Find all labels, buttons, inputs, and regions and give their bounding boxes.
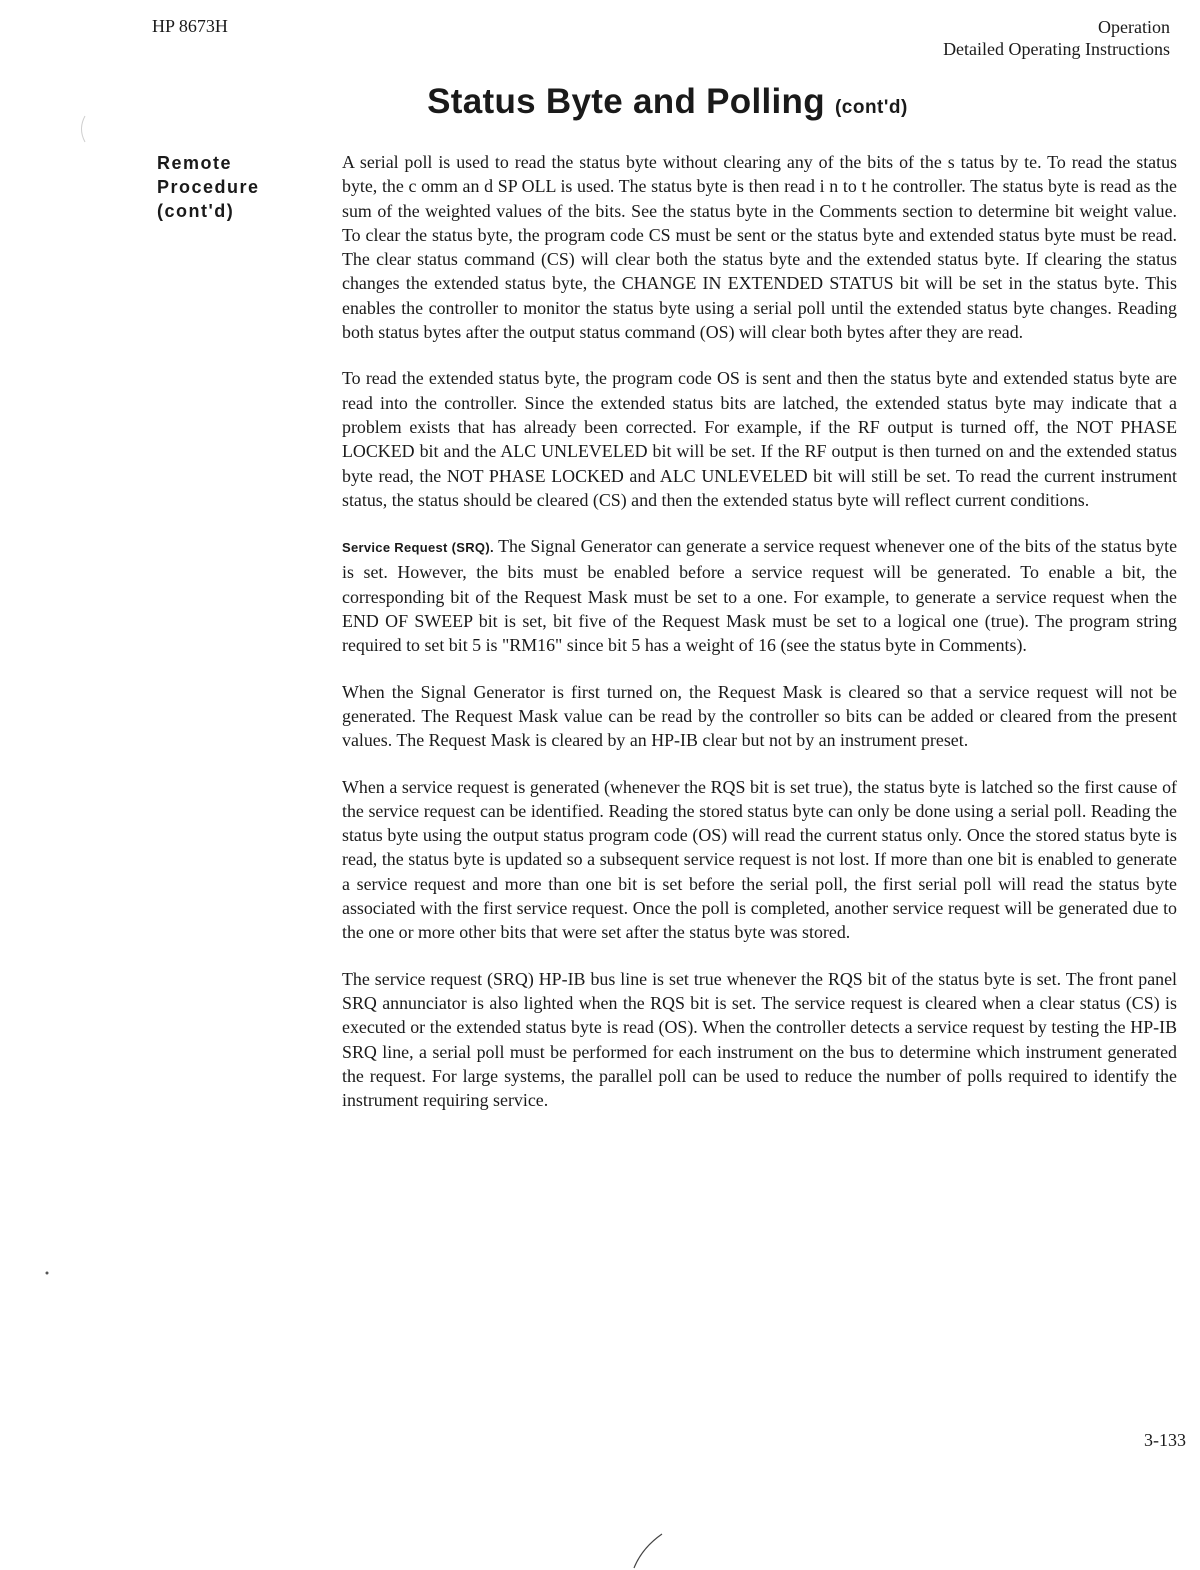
paragraph-srq-bus-line: The service request (SRQ) HP-IB bus line is set true whenever the RQS bit of the status byte is set. The front panel SRQ annunciator is also lighted when the RQS bit is set. The service request is cleared when a clear status (CS) is executed or the extended status byte is read (OS). When the controller detects a service request by testing the HP-IB SRQ line, a serial poll must be performed for each instrument on the bus to determine which instrument generated the request. For large systems, the parallel poll can be used to reduce the number of polls required to identify the instrument requiring service. <box>342 968 1177 1111</box>
paragraph-service-request <box>342 534 1177 657</box>
paragraph-status-latched: When a service request is generated (whenever the RQS bit is set true), the status byte is latched so the first cause of the service request can be identified. Reading the stored status byte can only be done using a serial poll. Reading the status byte using the output status program code (OS) will read the current status only. Once the stored status byte is read, the status byte is updated so a subsequent service request is not lost. If more than one bit is enabled to generate a service request and more than one bit is set before the serial poll, the first serial poll will read the status byte associated with the first service request. Once the poll is completed, another service request will be generated due to the one or more other bits that were set after the status byte was stored. <box>342 776 1177 943</box>
paragraph-request-mask: When the Signal Generator is first turned on, the Request Mask is cleared so that a service request will not be generated. The Request Mask value can be read by the controller so bits can be added or cleared from the present values. The Request Mask is cleared by an HP-IB clear but not by an instrument preset. <box>342 681 1177 751</box>
scan-mark-left-arc <box>74 114 88 144</box>
page-title <box>0 82 1200 122</box>
header-model: HP 8673H <box>152 16 228 36</box>
side-heading <box>157 151 327 223</box>
service-request-run-in-heading: Service Request (SRQ). <box>342 540 494 556</box>
scan-mark-bottom-stroke <box>620 1530 670 1570</box>
paragraph-serial-poll: A serial poll is used to read the status byte without clearing any of the bits of the s tatus by te. To read the status byte, the c omm an d SP OLL is used. The status byte is then read i n to t he controller. The status byte is read as the sum of the weighted values of the bits. See the status byte in the Comments section to determine bit weight value. To clear the status byte, the program code CS must be sent or the status byte and extended status byte must be read. The clear status command (CS) will clear both the status byte and the extended status byte. If clearing the status changes the extended status byte, the CHANGE IN EXTENDED STATUS bit will be set in the status byte. This enables the controller to monitor the status byte using a serial poll until the extended status byte changes. Reading both status bytes after the output status command (OS) will clear both bytes after they are read. <box>342 152 1177 343</box>
scan-mark-left-dot <box>44 1270 50 1276</box>
side-heading-line-1: Remote <box>157 153 233 173</box>
body-text <box>342 150 1177 1134</box>
page-title-cont: (cont'd) <box>834 97 908 118</box>
paragraph-extended-status: To read the extended status byte, the program code OS is sent and then the status byte and extended status byte are read into the controller. Since the extended status bits are latched, the extended status byte may indicate that a problem exists that has already been corrected. For example, if the RF output is turned off, the NOT PHASE LOCKED bit and the ALC UNLEVELED bit will be set. If the RF output is then turned on and the extended status byte read, the NOT PHASE LOCKED and ALC UNLEVELED bit will still be set. To read the current instrument status, the status should be cleared (CS) and then the extended status byte will reflect current conditions. <box>342 368 1177 510</box>
header-section-title: Operation <box>1098 17 1170 37</box>
side-heading-line-2: Procedure <box>157 177 260 197</box>
service-request-text: The Signal Generator can generate a service request whenever one of the bits of the status byte is set. However, the bits must be enabled before a service request will be generated. To enable a bit, the corresponding bit of the Request Mask must be set to a one. For example, to generate a service request when the END OF SWEEP bit is set, bit five of the Request Mask must be set to a logical one (true). The program string required to set bit 5 is "RM16" since bit 5 has a weight of 16 (see the status byte in Comments). <box>342 536 1178 656</box>
header-subsection-title: Detailed Operating Instructions <box>943 39 1170 59</box>
page-number: 3-133 <box>1144 1430 1186 1450</box>
header-section <box>943 16 1170 60</box>
page-title-main: Status Byte and Polling <box>427 82 825 121</box>
side-heading-line-3: (cont'd) <box>157 201 235 221</box>
